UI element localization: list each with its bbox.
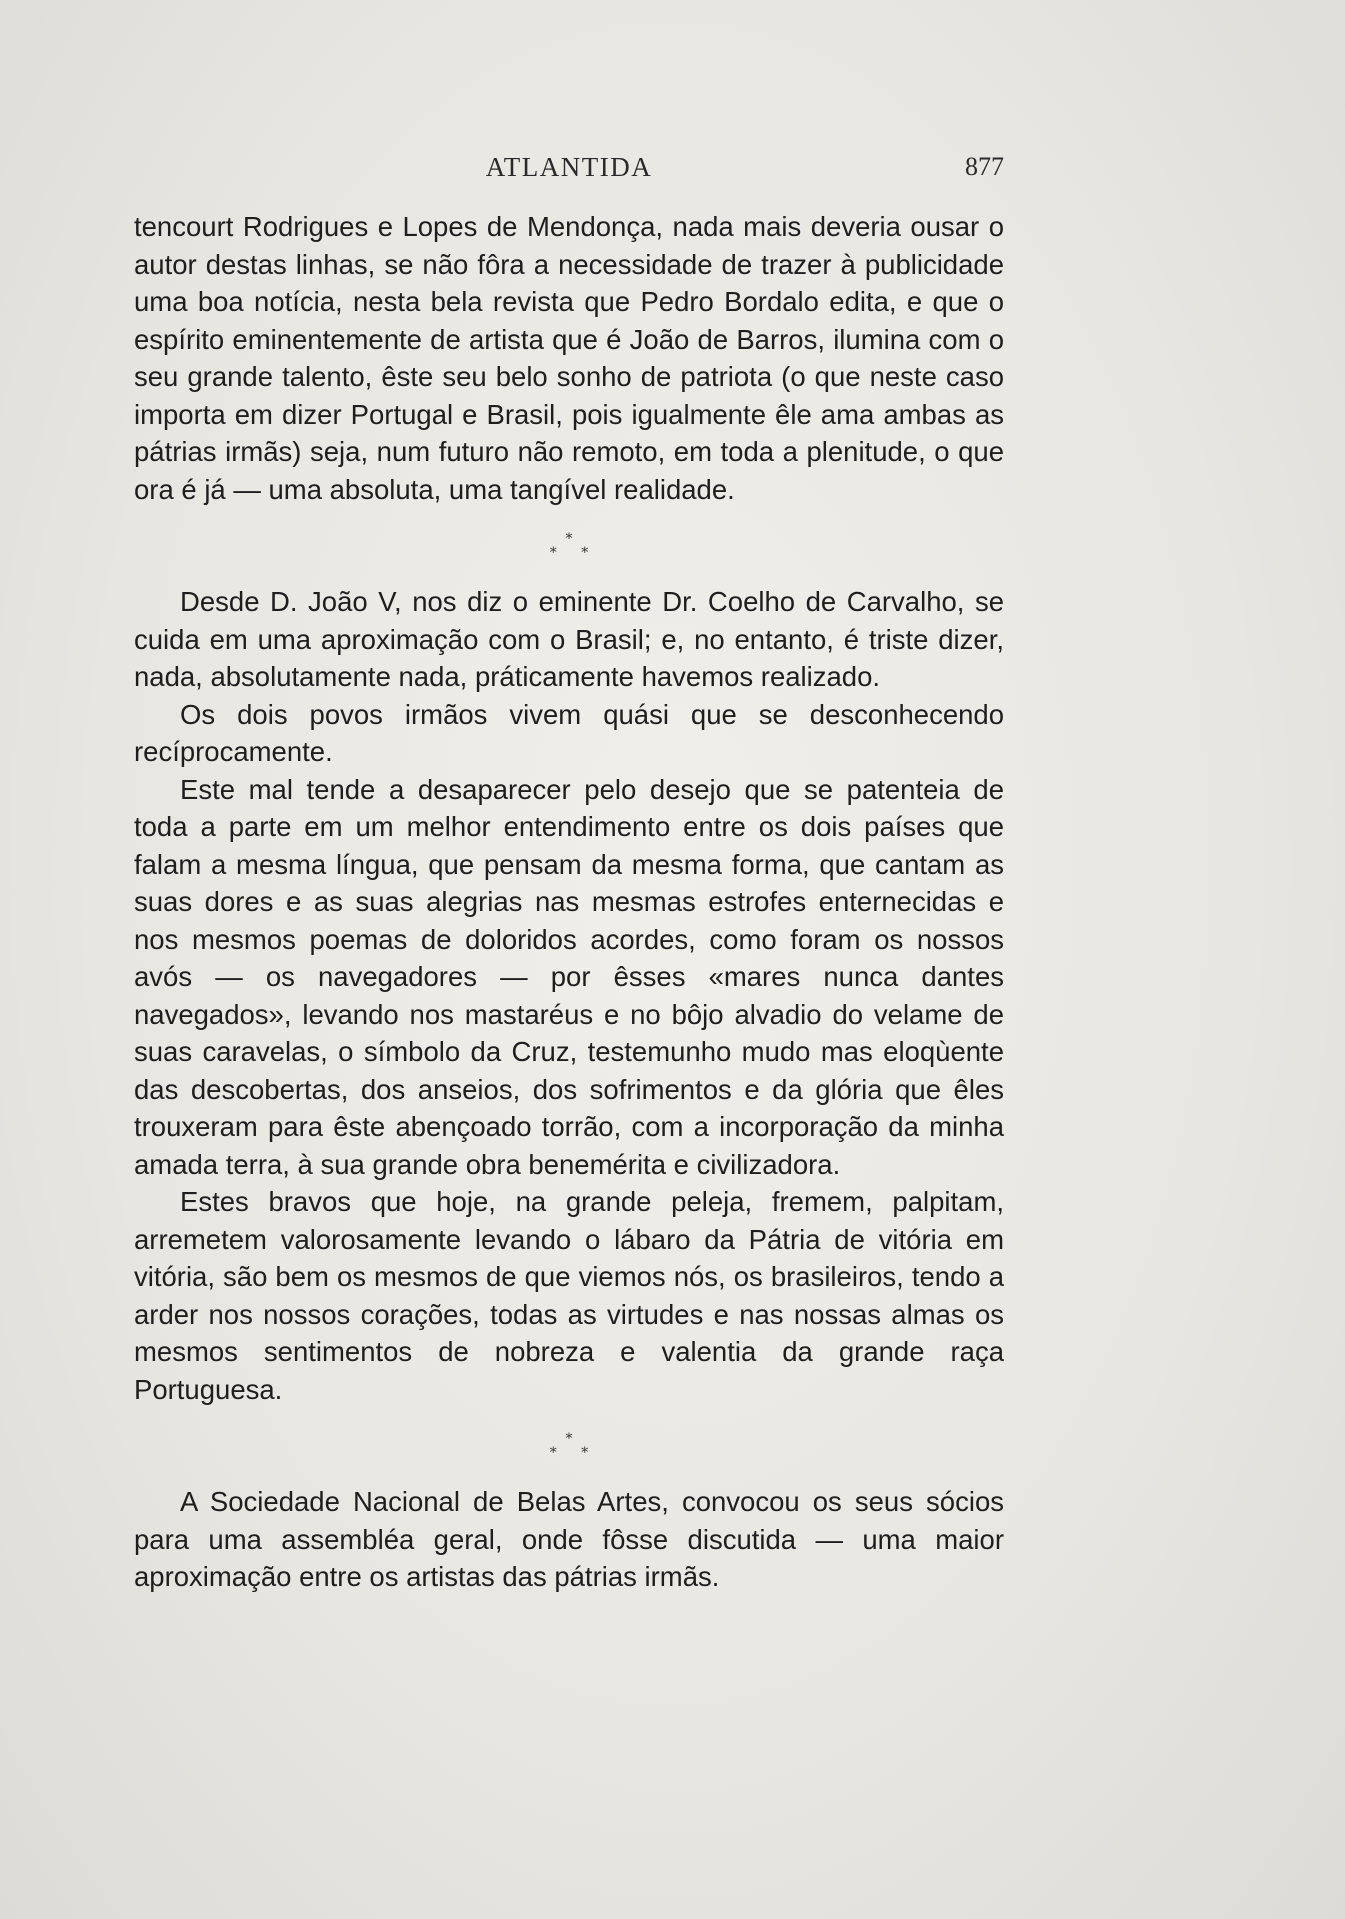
asterism-top: * — [565, 530, 573, 547]
page-number: 877 — [965, 152, 1004, 181]
asterism-top: * — [565, 1430, 573, 1447]
asterism-bottom: * * — [549, 1444, 599, 1461]
paragraph: Este mal tende a desaparecer pelo desejo que se patenteia de toda a parte em um melhor entendimento entre os dois países que falam a mesma língua, que pensam da mesma forma, que cantam as suas dores e as suas alegrias nas mesmas estrofes enternecidas e nos mesmos poemas de doloridos acordes, como foram os nossos avós — os navegadores — por êsses «mares nunca dantes navegados», levando nos mastaréus e no bôjo alvadio do velame de suas caravelas, o símbolo da Cruz, testemunho mudo mas eloqùente das descobertas, dos anseios, dos sofrimentos e da glória que êles trouxeram para êste abençoado torrão, com a incorporação da minha amada terra, à sua grande obra benemérita e civilizadora. — [134, 773, 1004, 1180]
asterism-separator — [134, 1408, 1004, 1483]
asterism-bottom: * * — [549, 544, 599, 561]
paragraph: Estes bravos que hoje, na grande peleja, fremem, palpitam, arremetem valorosamente levando o lábaro da Pátria de vitória em vitória, são bem os mesmos de que viemos nós, os brasileiros, tendo a arder nos nossos corações, todas as virtudes e nas nossas almas os mesmos sentimentos de nobreza e valentia da grande raça Portuguesa. — [134, 1186, 1004, 1405]
body-text — [134, 208, 1004, 1596]
asterism-separator — [134, 508, 1004, 583]
paragraph-continued: tencourt Rodrigues e Lopes de Mendonça, nada mais deveria ousar o autor destas linhas, se não fôra a necessidade de trazer à publicidade uma boa notícia, nesta bela revista que Pedro Bordalo edita, e que o espírito eminentemente de artista que é João de Barros, ilumina com o seu grande talento, êste seu belo sonho de patriota (o que neste caso importa em dizer Portugal e Brasil, pois igualmente êle ama ambas as pátrias irmãs) seja, num futuro não remoto, em toda a plenitude, o que ora é já — uma absoluta, uma tangível realidade. — [134, 211, 1004, 505]
paragraph: A Sociedade Nacional de Belas Artes, convocou os seus sócios para uma assembléa geral, onde fôsse discutida — uma maior aproximação entre os artistas das pátrias irmãs. — [134, 1486, 1004, 1592]
paragraph: Os dois povos irmãos vivem quási que se desconhecendo recíprocamente. — [134, 698, 1004, 767]
paragraph: Desde D. João V, nos diz o eminente Dr. Coelho de Carvalho, se cuida em uma aproximação com o Brasil; e, no entanto, é triste dizer, nada, absolutamente nada, práticamente havemos realizado. — [134, 586, 1004, 692]
running-header — [134, 148, 1004, 188]
running-title: ATLANTIDA — [485, 152, 653, 182]
